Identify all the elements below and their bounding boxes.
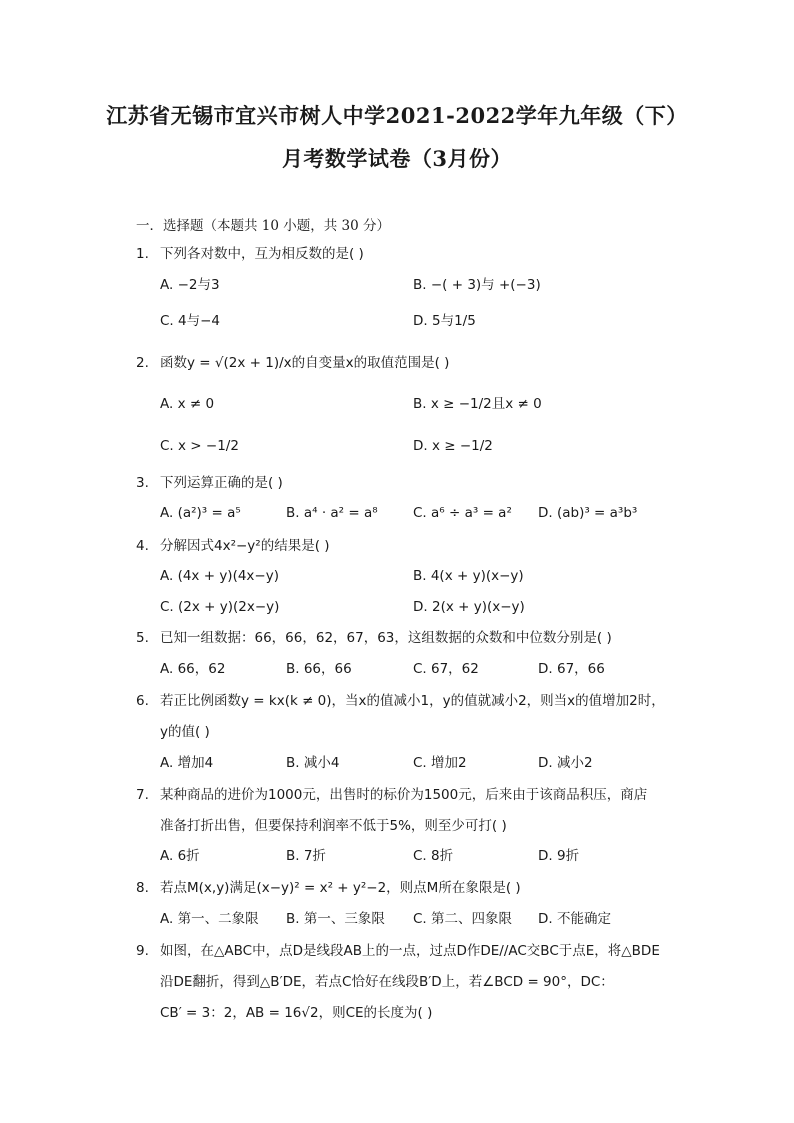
option-b: B. 66，66: [286, 661, 352, 677]
option-a: A. (a²)³ = a⁵: [160, 505, 241, 521]
option-a: A. (4x + y)(4x−y): [160, 568, 279, 584]
option-a: A. x ≠ 0: [160, 396, 215, 412]
option-b: B. 减小4: [286, 755, 340, 771]
option-d: D. 不能确定: [538, 911, 611, 927]
question-text: CB′ = 3：2，AB = 16√2，则CE的长度为( ): [160, 1005, 433, 1021]
option-c: C. 增加2: [413, 755, 467, 771]
question-number: 8.: [136, 880, 149, 896]
option-d: D. 2(x + y)(x−y): [413, 599, 525, 615]
exam-title-line1: 江苏省无锡市宜兴市树人中学2021-2022学年九年级（下）: [106, 103, 688, 128]
option-a: A. 第一、二象限: [160, 911, 259, 927]
question-number: 3.: [136, 475, 149, 491]
question-text: 若点M(x,y)满足(x−y)² = x² + y²−2，则点M所在象限是( ): [160, 880, 521, 896]
option-d: D. (ab)³ = a³b³: [538, 505, 638, 521]
option-c: C. a⁶ ÷ a³ = a²: [413, 505, 512, 521]
option-a: A. 增加4: [160, 755, 214, 771]
option-b: B. −( + 3)与 +(−3): [413, 277, 541, 293]
option-d: D. 减小2: [538, 755, 593, 771]
question-text: 沿DE翻折，得到△B′DE，若点C恰好在线段B′D上，若∠BCD = 90°，DC：: [160, 974, 614, 990]
question-text: y的值( ): [160, 724, 210, 740]
option-a: A. 66，62: [160, 661, 226, 677]
question-text: 下列各对数中，互为相反数的是( ): [160, 246, 364, 262]
question-text: 某种商品的进价为1000元，出售时的标价为1500元，后来由于该商品积压，商店: [160, 787, 648, 803]
exam-title-line2: 月考数学试卷（3月份）: [281, 146, 513, 171]
question-text: 若正比例函数y = kx(k ≠ 0)，当x的值减小1，y的值就减小2，则当x的值增加2时，: [160, 693, 665, 709]
option-d: D. 5与1/5: [413, 313, 476, 329]
option-b: B. x ≥ −1/2且x ≠ 0: [413, 396, 542, 412]
question-number: 1.: [136, 246, 149, 262]
question-text: 已知一组数据：66，66，62，67，63，这组数据的众数和中位数分别是( ): [160, 630, 612, 646]
option-a: A. 6折: [160, 848, 200, 864]
option-b: B. 7折: [286, 848, 326, 864]
option-a: A. −2与3: [160, 277, 220, 293]
question-text: 准备打折出售，但要保持利润率不低于5%，则至少可打( ): [160, 818, 507, 834]
question-number: 2.: [136, 355, 149, 371]
option-c: C. 8折: [413, 848, 454, 864]
option-b: B. a⁴ · a² = a⁸: [286, 505, 378, 521]
question-number: 5.: [136, 630, 149, 646]
option-d: D. x ≥ −1/2: [413, 438, 493, 454]
option-c: C. 67，62: [413, 661, 479, 677]
question-number: 9.: [136, 943, 149, 959]
question-number: 4.: [136, 538, 149, 554]
question-number: 7.: [136, 787, 149, 803]
question-text: 分解因式4x²−y²的结果是( ): [160, 538, 330, 554]
section-heading: 一．选择题（本题共 10 小题，共 30 分）: [136, 218, 391, 234]
question-text: 如图，在△ABC中，点D是线段AB上的一点，过点D作DE//AC交BC于点E，将△BDE: [160, 943, 660, 959]
option-c: C. x > −1/2: [160, 438, 239, 454]
option-b: B. 4(x + y)(x−y): [413, 568, 524, 584]
question-text: 函数y = √(2x + 1)/x的自变量x的取值范围是( ): [160, 355, 450, 371]
option-d: D. 67，66: [538, 661, 605, 677]
option-c: C. (2x + y)(2x−y): [160, 599, 280, 615]
question-text: 下列运算正确的是( ): [160, 475, 283, 491]
option-c: C. 第二、四象限: [413, 911, 513, 927]
option-d: D. 9折: [538, 848, 580, 864]
option-c: C. 4与−4: [160, 313, 220, 329]
question-number: 6.: [136, 693, 149, 709]
option-b: B. 第一、三象限: [286, 911, 385, 927]
